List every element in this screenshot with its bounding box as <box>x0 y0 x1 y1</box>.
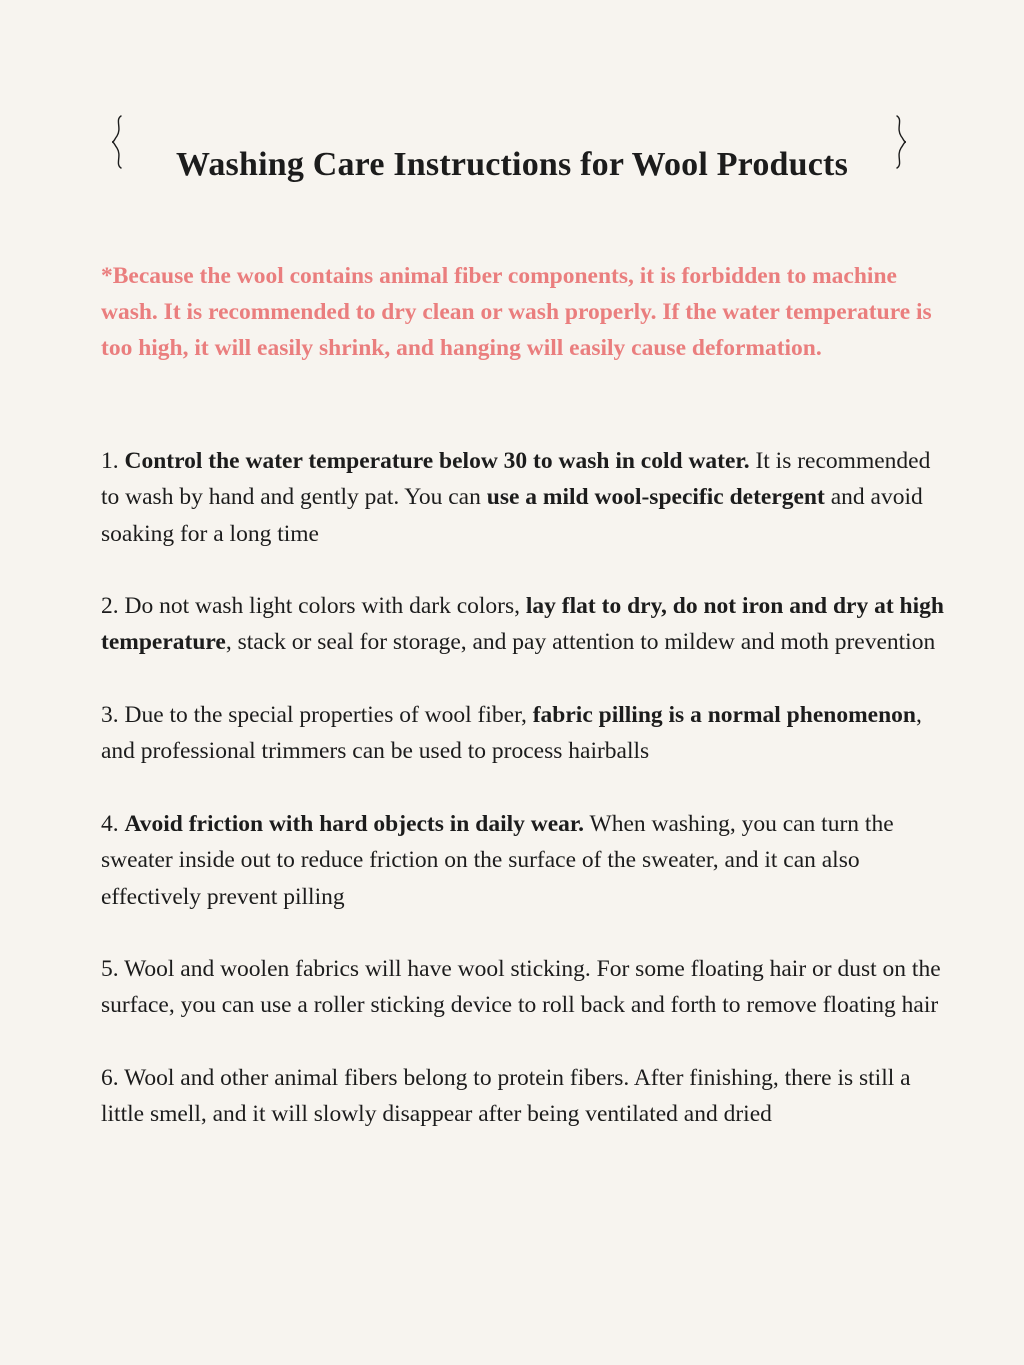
instruction-item <box>101 443 951 552</box>
instruction-number: 1. <box>101 448 125 474</box>
instruction-item <box>101 588 951 661</box>
instruction-item <box>101 806 951 915</box>
instruction-emphasis: fabric pilling is a normal phenomenon <box>532 702 916 729</box>
instruction-text: It is recommended to wash by hand and gently pat. You can <box>101 448 931 511</box>
title-row <box>0 112 1024 183</box>
instruction-emphasis: Avoid friction with hard objects in daily wear. <box>124 810 585 837</box>
instruction-number: 5. <box>101 956 125 983</box>
instruction-item <box>101 1060 951 1133</box>
instruction-text: When washing, you can turn the sweater inside out to reduce friction on the surface of the sweater, and it can also effectively prevent pilling <box>101 810 894 910</box>
instruction-text: , stack or seal for storage, and pay attention to mildew and moth prevention <box>225 629 936 656</box>
instruction-item <box>101 951 951 1024</box>
warning-notice: *Because the wool contains animal fiber components, it is forbidden to machine wash. It is recommended to dry clean or wash properly. If the water temperature is too high, it will easily shrink, and hanging will easily cause deformation. <box>101 263 932 361</box>
instruction-text: Do not wash light colors with dark colors, <box>124 593 526 620</box>
right-brace-ornament-icon <box>892 114 908 170</box>
instruction-item <box>101 697 951 770</box>
instruction-text: Due to the special properties of wool fiber, <box>124 702 533 729</box>
instruction-emphasis: lay flat to dry, do not iron and dry at high temperature <box>101 593 944 656</box>
instruction-number: 4. <box>101 810 125 837</box>
instruction-number: 6. <box>101 1065 125 1092</box>
page-title: Washing Care Instructions for Wool Products <box>176 145 848 183</box>
instruction-number: 3. <box>101 702 125 729</box>
instruction-emphasis: Control the water temperature below 30 to wash in cold water. <box>124 448 750 474</box>
instruction-text: Wool and other animal fibers belong to protein fibers. After finishing, there is still a little smell, and it will slowly disappear after being ventilated and dried <box>101 1065 911 1128</box>
instruction-number: 2. <box>101 593 125 620</box>
instruction-emphasis: use a mild wool-specific detergent <box>486 484 825 511</box>
instruction-text: and avoid soaking for a long time <box>101 484 923 547</box>
instruction-text: , and professional trimmers can be used to process hairballs <box>101 702 922 765</box>
instruction-list <box>101 443 951 1169</box>
instruction-text: Wool and woolen fabrics will have wool sticking. For some floating hair or dust on the surface, you can use a roller sticking device to roll back and forth to remove floating hair <box>101 956 941 1019</box>
